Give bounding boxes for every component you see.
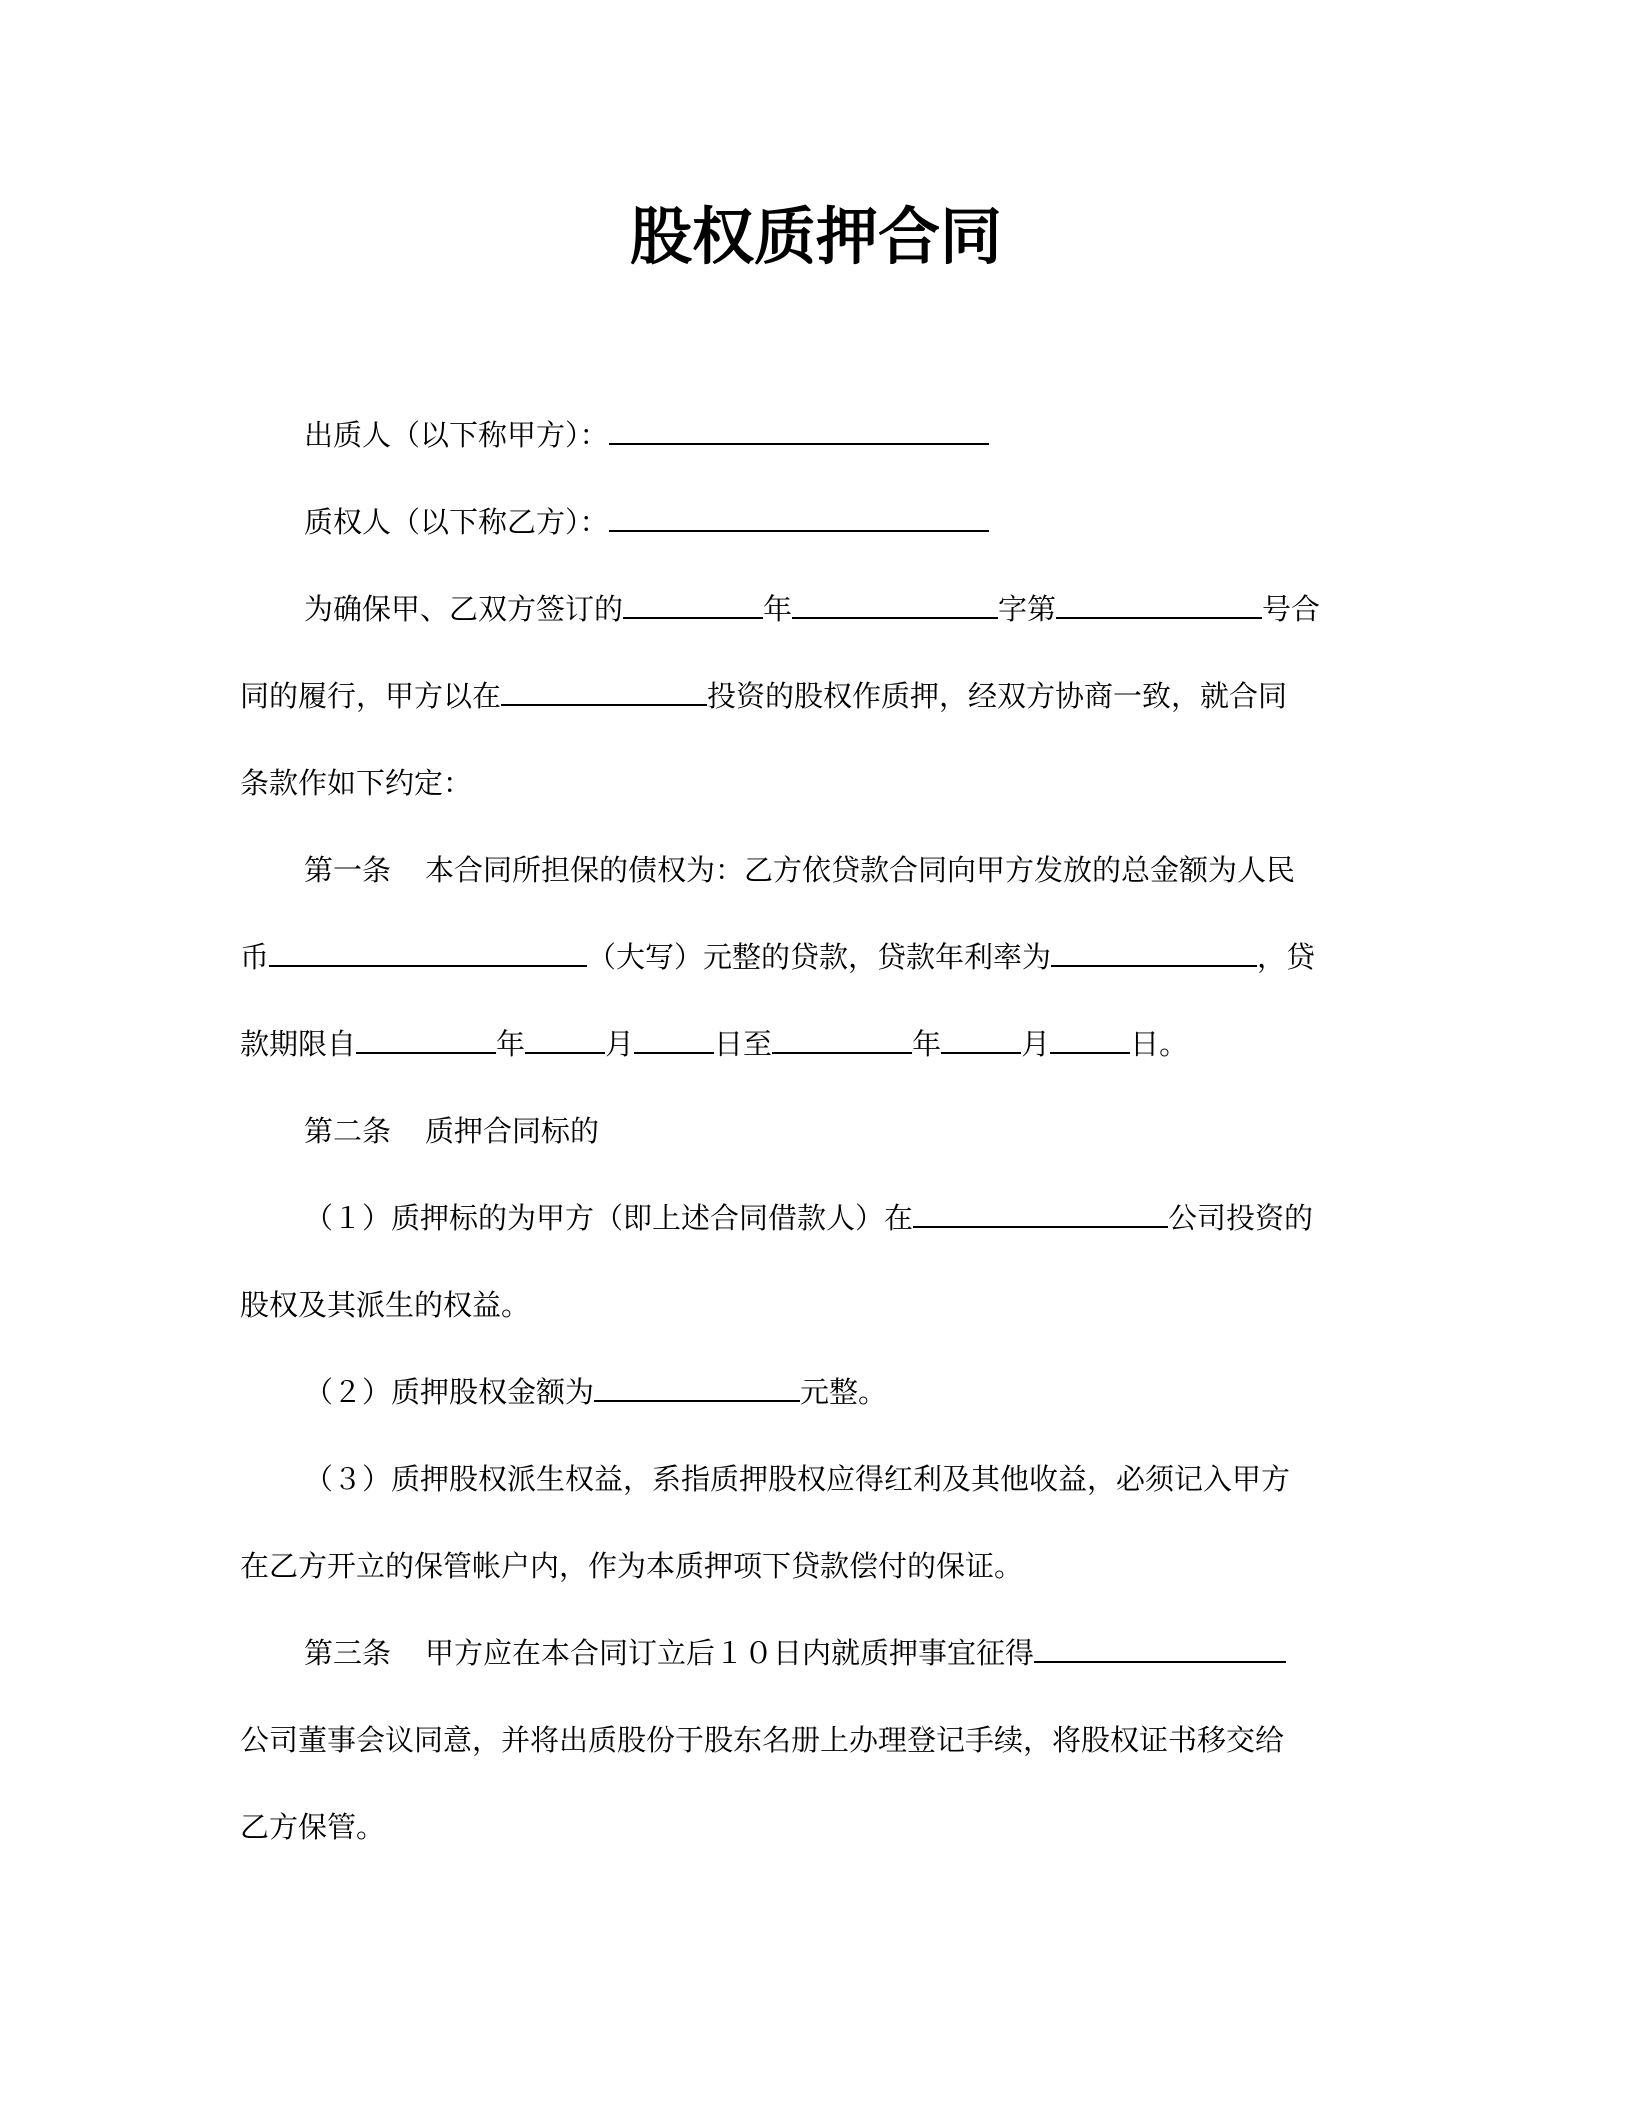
interest-rate-blank[interactable] <box>1051 937 1257 967</box>
pledgor-blank[interactable] <box>609 415 989 445</box>
purpose-line-1: 为确保甲、乙双方签订的 年 字第 号合 <box>240 566 1390 653</box>
invest-target-blank[interactable] <box>501 676 707 706</box>
article-1-line-2: 币 （大写）元整的贷款，贷款年利率为 ，贷 <box>240 914 1390 1001</box>
article-1-line-3: 款期限自 年 月 日至 年 月 日。 <box>240 1001 1390 1088</box>
document-title: 股权质押合同 <box>629 200 1002 273</box>
contract-year-blank[interactable] <box>623 589 763 619</box>
article-1-label: 第一条 <box>304 853 392 887</box>
pledgee-blank[interactable] <box>609 502 989 532</box>
article-3-line-3: 乙方保管。 <box>240 1810 386 1844</box>
purpose-line-2: 同的履行，甲方以在 投资的股权作质押，经双方协商一致，就合同 <box>240 653 1390 740</box>
article-3-label: 第三条 <box>304 1636 392 1670</box>
end-month-blank[interactable] <box>941 1024 1021 1054</box>
article-2-item-3-cont: 在乙方开立的保管帐户内，作为本质押项下贷款偿付的保证。 <box>240 1549 1024 1583</box>
article-2-heading: 第二条 质押合同标的 <box>304 1114 600 1148</box>
article-2-item-1-cont: 股权及其派生的权益。 <box>240 1288 531 1322</box>
article-2-item-2: （２）质押股权金额为 元整。 <box>240 1349 1390 1436</box>
article-2-label: 第二条 <box>304 1114 392 1148</box>
contract-word-blank[interactable] <box>792 589 998 619</box>
pledgor-line: 出质人（以下称甲方）： <box>240 392 1390 479</box>
article-2-item-1: （１）质押标的为甲方（即上述合同借款人）在 公司投资的 <box>240 1175 1390 1262</box>
loan-amount-blank[interactable] <box>269 937 587 967</box>
article-3-line-1: 第三条 甲方应在本合同订立后１０日内就质押事宜征得 <box>240 1610 1390 1697</box>
start-year-blank[interactable] <box>356 1024 496 1054</box>
article-3-line-2: 公司董事会议同意，并将出质股份于股东名册上办理登记手续，将股权证书移交给 <box>240 1723 1285 1757</box>
purpose-line-3: 条款作如下约定： <box>240 766 473 800</box>
contract-number-blank[interactable] <box>1056 589 1262 619</box>
contract-body <box>240 392 1390 1871</box>
article-1-line-1: 第一条 本合同所担保的债权为：乙方依贷款合同向甲方发放的总金额为人民 <box>304 853 1296 887</box>
start-day-blank[interactable] <box>634 1024 714 1054</box>
board-company-blank[interactable] <box>1034 1633 1286 1663</box>
end-day-blank[interactable] <box>1050 1024 1130 1054</box>
company-blank[interactable] <box>913 1198 1168 1228</box>
article-2-item-3: （３）质押股权派生权益，系指质押股权应得红利及其他收益，必须记入甲方 <box>304 1462 1291 1496</box>
end-year-blank[interactable] <box>772 1024 912 1054</box>
start-month-blank[interactable] <box>525 1024 605 1054</box>
pledge-amount-blank[interactable] <box>594 1372 800 1402</box>
pledgee-line: 质权人（以下称乙方）： <box>240 479 1390 566</box>
